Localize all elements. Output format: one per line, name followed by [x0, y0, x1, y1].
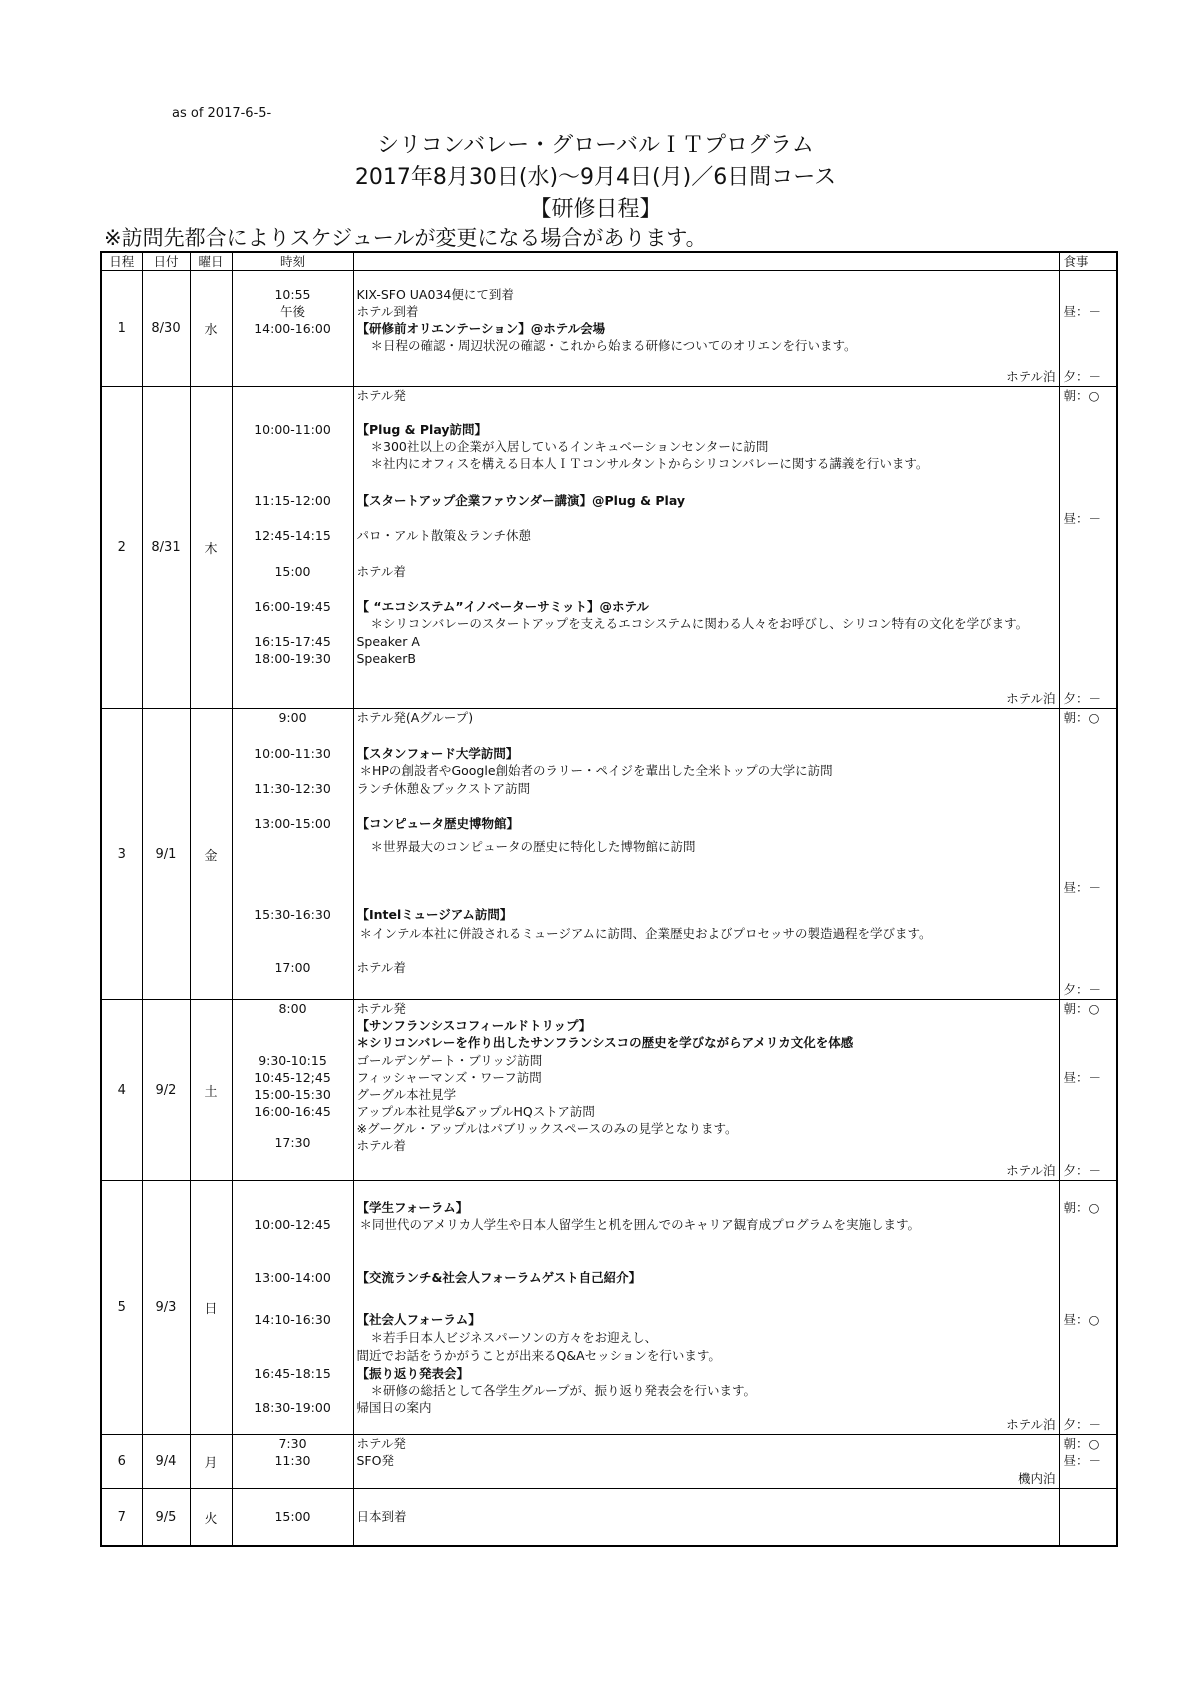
- schedule-line: ＊研修の総括として各学生グループが、振り返り発表会を行います。: [370, 1383, 757, 1398]
- table-header: [101, 252, 1117, 271]
- table-row: [101, 1000, 1117, 1181]
- table-row: [101, 709, 1117, 1000]
- time-cell: [232, 271, 353, 387]
- day-cell: 4: [101, 1000, 142, 1181]
- schedule-line: ＊インテル本社に併設されるミュージアムに訪問、企業歴史およびプロセッサの製造過程を学びます。: [359, 926, 932, 941]
- schedule-line: 【振り返り発表会】: [356, 1366, 470, 1381]
- schedule-line: 【研修前オリエンテーション】@ホテル会場: [356, 321, 606, 336]
- time-entry: 11:30: [274, 1453, 311, 1468]
- meal-entry: 昼：－: [1063, 511, 1102, 526]
- schedule-line: 日本到着: [356, 1509, 407, 1524]
- table-row: [101, 387, 1117, 709]
- time-cell: [232, 1000, 353, 1181]
- time-cell: [232, 1435, 353, 1489]
- schedule-line: SpeakerB: [356, 651, 416, 666]
- schedule-line: ホテル着: [356, 564, 406, 579]
- schedule-line: ＊シリコンバレーを作り出したサンフランシスコの歴史を学びながらアメリカ文化を体感: [356, 1035, 854, 1050]
- time-entry: 9:00: [278, 710, 307, 725]
- header-day: 日程: [101, 252, 142, 271]
- content-cell: [353, 1489, 1059, 1547]
- meal-entry: 朝：○: [1063, 1436, 1100, 1451]
- weekday-cell: 水: [190, 271, 232, 387]
- overnight-stay: ホテル泊: [1006, 369, 1056, 384]
- time-entry: 11:30-12:30: [254, 781, 331, 796]
- schedule-line: グーグル本社見学: [356, 1087, 457, 1102]
- content-cell: [353, 271, 1059, 387]
- course-dates: 2017年8月30日(水)～9月4日(月)／6日間コース: [354, 165, 837, 190]
- schedule-line: 【学生フォーラム】: [356, 1200, 469, 1215]
- meal-entry: 朝：○: [1063, 388, 1100, 403]
- meal-entry: 昼：－: [1063, 1070, 1102, 1085]
- schedule-line: 【社会人フォーラム】: [356, 1312, 481, 1327]
- content-cell: [353, 1000, 1059, 1181]
- meal-cell: [1059, 1435, 1117, 1489]
- schedule-line: ＊社内にオフィスを構える日本人ＩＴコンサルタントからシリコンバレーに関する講義を行います。: [370, 456, 929, 471]
- schedule-heading: 【研修日程】: [529, 197, 662, 222]
- time-entry: 8:00: [278, 1001, 307, 1016]
- content-cell: [353, 1181, 1059, 1435]
- time-entry: 10:00-11:00: [254, 422, 331, 437]
- time-entry: 15:00-15:30: [254, 1087, 331, 1102]
- schedule-table: [100, 251, 1118, 1547]
- schedule-line: SFO発: [356, 1453, 394, 1468]
- schedule-line: 【サンフランシスコフィールドトリップ】: [356, 1018, 592, 1033]
- date-cell: 8/31: [142, 387, 190, 709]
- header-date: 日付: [142, 252, 190, 271]
- meal-entry: 昼：○: [1063, 1312, 1100, 1327]
- weekday-cell: 木: [190, 387, 232, 709]
- time-entry: 13:00-15:00: [254, 816, 331, 831]
- weekday-cell: 月: [190, 1435, 232, 1489]
- date-cell: 9/4: [142, 1435, 190, 1489]
- meal-cell: [1059, 1181, 1117, 1435]
- meal-entry: 朝：○: [1063, 1001, 1100, 1016]
- weekday-cell: 土: [190, 1000, 232, 1181]
- time-entry: 17:30: [274, 1135, 311, 1150]
- time-entry: 15:30-16:30: [254, 907, 331, 922]
- time-entry: 17:00: [274, 960, 311, 975]
- table-row: [101, 1181, 1117, 1435]
- table-row: [101, 271, 1117, 387]
- time-entry: 10:00-12:45: [254, 1217, 331, 1232]
- schedule-line: ホテル発: [356, 1436, 406, 1451]
- schedule-line: ※グーグル・アップルはパブリックスペースのみの見学となります。: [356, 1121, 738, 1136]
- as-of-date: as of 2017-6-5-: [172, 106, 272, 121]
- schedule-line: ＊300社以上の企業が入居しているインキュベーションセンターに訪問: [370, 439, 769, 454]
- time-entry: 10:55: [274, 287, 311, 302]
- time-entry: 16:00-16:45: [254, 1104, 331, 1119]
- meal-entry: 夕：－: [1063, 369, 1102, 384]
- schedule-line: ランチ休憩＆ブックストア訪問: [356, 781, 531, 796]
- header-weekday: 曜日: [190, 252, 232, 271]
- content-cell: [353, 709, 1059, 1000]
- day-cell: 1: [101, 271, 142, 387]
- meal-cell: [1059, 387, 1117, 709]
- time-entry: 14:10-16:30: [254, 1312, 331, 1327]
- schedule-line: ＊同世代のアメリカ人学生や日本人留学生と机を囲んでのキャリア観育成プログラムを実施します。: [359, 1217, 921, 1232]
- meal-entry: 朝：○: [1063, 710, 1100, 725]
- table-row: [101, 1435, 1117, 1489]
- meal-entry: 夕：－: [1063, 1163, 1102, 1178]
- schedule-line: ホテル発(Aグループ): [356, 710, 474, 725]
- content-cell: [353, 387, 1059, 709]
- day-cell: 5: [101, 1181, 142, 1435]
- schedule-line: KIX-SFO UA034便にて到着: [356, 287, 514, 302]
- schedule-line: アップル本社見学&アップルHQストア訪問: [356, 1104, 595, 1119]
- date-cell: 9/3: [142, 1181, 190, 1435]
- weekday-cell: 火: [190, 1489, 232, 1547]
- header-meal: 食事: [1059, 252, 1117, 271]
- time-entry: 18:30-19:00: [254, 1400, 331, 1415]
- meal-entry: 夕：－: [1063, 691, 1102, 706]
- schedule-line: Speaker A: [356, 634, 420, 649]
- time-entry: 7:30: [278, 1436, 307, 1451]
- overnight-stay: ホテル泊: [1006, 1163, 1056, 1178]
- schedule-line: ＊HPの創設者やGoogle創始者のラリー・ペイジを輩出した全米トップの大学に訪問: [359, 763, 833, 778]
- schedule-line: 【スタートアップ企業ファウンダー講演】@Plug & Play: [356, 493, 686, 508]
- day-cell: 7: [101, 1489, 142, 1547]
- time-entry: 9:30-10:15: [258, 1053, 327, 1068]
- time-cell: [232, 387, 353, 709]
- schedule-line: 【スタンフォード大学訪問】: [356, 746, 519, 761]
- time-entry: 16:15-17:45: [254, 634, 331, 649]
- change-notice: ※訪問先都合によりスケジュールが変更になる場合があります。: [104, 226, 707, 250]
- schedule-line: ＊日程の確認・周辺状況の確認・これから始まる研修についてのオリエンを行います。: [370, 338, 857, 353]
- date-cell: 8/30: [142, 271, 190, 387]
- schedule-line: ホテル発: [356, 388, 406, 403]
- weekday-cell: 日: [190, 1181, 232, 1435]
- schedule-line: ＊シリコンバレーのスタートアップを支えるエコシステムに関わる人々をお呼びし、シリコン特有の文化を学びます。: [370, 616, 1029, 631]
- schedule-line: 【Intelミュージアム訪問】: [356, 907, 513, 922]
- meal-entry: 夕：－: [1063, 982, 1102, 997]
- day-cell: 3: [101, 709, 142, 1000]
- program-title: シリコンバレー・グローバルＩＴプログラム: [377, 133, 814, 158]
- schedule-line: ホテル着: [356, 1138, 406, 1153]
- schedule-line: 帰国日の案内: [356, 1400, 432, 1415]
- date-cell: 9/1: [142, 709, 190, 1000]
- header-time: 時刻: [232, 252, 353, 271]
- meal-cell: [1059, 1489, 1117, 1547]
- meal-cell: [1059, 1000, 1117, 1181]
- table-row: [101, 1489, 1117, 1547]
- time-entry: 10:00-11:30: [254, 746, 331, 761]
- schedule-line: ＊若手日本人ビジネスパーソンの方々をお迎えし、: [370, 1330, 658, 1345]
- schedule-line: フィッシャーマンズ・ワーフ訪問: [356, 1070, 542, 1085]
- meal-entry: 夕：－: [1063, 1417, 1102, 1432]
- schedule-line: パロ・アルト散策＆ランチ休憩: [356, 528, 532, 543]
- time-entry: 15:00: [274, 564, 311, 579]
- date-cell: 9/2: [142, 1000, 190, 1181]
- date-cell: 9/5: [142, 1489, 190, 1547]
- header-content: [353, 252, 1059, 271]
- meal-entry: 朝：○: [1063, 1200, 1100, 1215]
- weekday-cell: 金: [190, 709, 232, 1000]
- time-entry: 12:45-14:15: [254, 528, 331, 543]
- schedule-line: 【コンピュータ歴史博物館】: [356, 816, 520, 831]
- meal-entry: 昼：－: [1063, 1453, 1102, 1468]
- overnight-stay: 機内泊: [1017, 1471, 1056, 1486]
- schedule-line: ゴールデンゲート・ブリッジ訪問: [356, 1053, 543, 1068]
- meal-entry: 昼：－: [1063, 304, 1102, 319]
- day-cell: 2: [101, 387, 142, 709]
- time-cell: [232, 1489, 353, 1547]
- time-entry: 午後: [279, 304, 305, 319]
- day-cell: 6: [101, 1435, 142, 1489]
- overnight-stay: ホテル泊: [1006, 691, 1056, 706]
- schedule-line: ホテル着: [356, 960, 406, 975]
- time-entry: 11:15-12:00: [254, 493, 331, 508]
- schedule-line: 間近でお話をうかがうことが出来るQ&Aセッションを行います。: [356, 1348, 721, 1363]
- time-entry: 14:00-16:00: [254, 321, 331, 336]
- schedule-line: 【 “エコシステム”イノベーターサミット】@ホテル: [356, 599, 649, 614]
- content-cell: [353, 1435, 1059, 1489]
- time-entry: 15:00: [274, 1509, 311, 1524]
- time-entry: 10:45-12;45: [254, 1070, 331, 1085]
- schedule-line: ホテル到着: [356, 304, 419, 319]
- time-entry: 16:45-18:15: [254, 1366, 331, 1381]
- time-cell: [232, 709, 353, 1000]
- time-entry: 18:00-19:30: [254, 651, 331, 666]
- meal-cell: [1059, 271, 1117, 387]
- schedule-line: ホテル発: [356, 1001, 406, 1016]
- time-entry: 13:00-14:00: [254, 1270, 331, 1285]
- schedule-line: 【Plug & Play訪問】: [356, 422, 488, 437]
- overnight-stay: ホテル泊: [1006, 1417, 1056, 1432]
- schedule-line: ＊世界最大のコンピュータの歴史に特化した博物館に訪問: [370, 839, 696, 854]
- meal-entry: 昼：－: [1063, 880, 1102, 895]
- time-cell: [232, 1181, 353, 1435]
- schedule-line: 【交流ランチ&社会人フォーラムゲスト自己紹介】: [356, 1270, 642, 1285]
- time-entry: 16:00-19:45: [254, 599, 331, 614]
- meal-cell: [1059, 709, 1117, 1000]
